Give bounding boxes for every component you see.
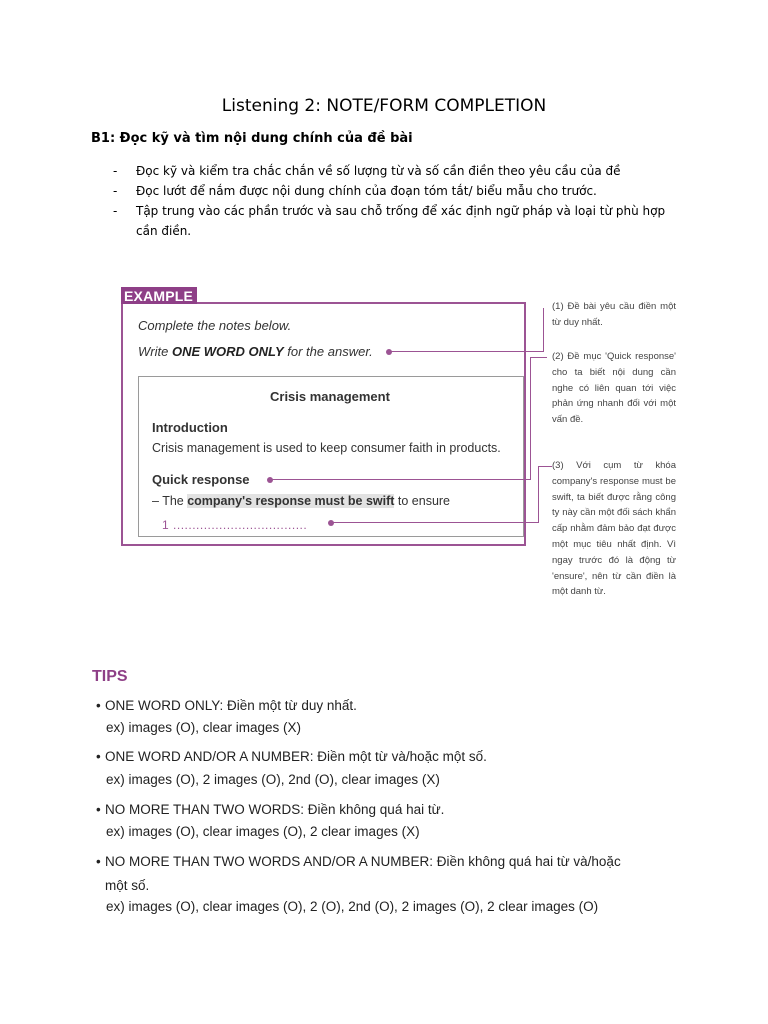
list-item	[113, 181, 673, 201]
connector-line	[543, 308, 544, 352]
bullet-dot: •	[96, 802, 101, 817]
list-marker: -	[113, 204, 118, 218]
annotation-note: (1) Đề bài yêu cầu điền một từ duy nhất.	[552, 301, 676, 328]
list-item-text: Đọc kỹ và kiểm tra chắc chắn về số lượng từ và số cần điền theo yêu cầu của đề	[136, 164, 621, 178]
blank-number: 1	[162, 518, 170, 532]
connector-dot	[386, 349, 392, 355]
instruction-list	[113, 161, 673, 241]
section-heading: B1: Đọc kỹ và tìm nội dung chính của đề bài	[91, 131, 413, 146]
notes-title: Crisis management	[270, 389, 390, 404]
word-limit-prefix: Write	[138, 344, 172, 359]
tip-rule	[96, 748, 487, 766]
list-item	[113, 161, 673, 181]
example-instruction: Complete the notes below.	[138, 318, 292, 333]
tip-example: ex) images (O), 2 images (O), 2nd (O), clear images (X)	[106, 772, 440, 787]
highlighted-keyphrase: company's response must be swift	[187, 494, 395, 508]
connector-line	[271, 479, 531, 480]
tip-rule-continuation: một số.	[105, 878, 150, 893]
tip-rule	[96, 697, 357, 715]
bullet-dot: •	[96, 698, 101, 713]
bullet-dot: •	[96, 749, 101, 764]
quick-response-heading: Quick response	[152, 472, 250, 487]
connector-line	[538, 466, 552, 467]
example-word-limit	[138, 344, 373, 359]
annotation-note: (2) Đề mục 'Quick response' cho ta biết nội dung cần nghe có liên quan tới việc phản ứng nhanh đối với một vấn đề.	[552, 351, 676, 426]
quick-prefix: – The	[152, 494, 188, 508]
list-item-text: Đọc lướt để nắm được nội dung chính của đoạn tóm tắt/ biểu mẫu cho trước.	[136, 184, 597, 198]
connector-line	[332, 522, 539, 523]
connector-line	[390, 351, 544, 352]
intro-heading: Introduction	[152, 420, 228, 435]
tip-rule-text: ONE WORD ONLY: Điền một từ duy nhất.	[105, 698, 357, 713]
tip-rule-text: NO MORE THAN TWO WORDS: Điền không quá hai từ.	[105, 802, 445, 817]
tips-tag: TIPS	[92, 668, 128, 685]
connector-line	[530, 357, 547, 358]
intro-text: Crisis management is used to keep consumer faith in products.	[152, 441, 501, 455]
example-tag: EXAMPLE	[121, 287, 197, 304]
example-frame-top	[170, 302, 526, 304]
tip-rule	[96, 853, 621, 871]
bullet-dot: •	[96, 854, 101, 869]
word-limit-suffix: for the answer.	[283, 344, 373, 359]
page-title: Listening 2: NOTE/FORM COMPLETION	[221, 96, 547, 116]
tip-rule-text: NO MORE THAN TWO WORDS AND/OR A NUMBER: Điền không quá hai từ và/hoặc	[105, 854, 621, 869]
list-marker: -	[113, 184, 118, 198]
list-item-text: Tập trung vào các phần trước và sau chỗ trống để xác định ngữ pháp và loại từ phù hợp cần điền.	[136, 204, 666, 238]
tip-rule	[96, 801, 444, 819]
connector-dot	[328, 520, 334, 526]
tip-rule-text: ONE WORD AND/OR A NUMBER: Điền một từ và/hoặc một số.	[105, 749, 487, 764]
answer-blank	[162, 518, 307, 532]
tip-example: ex) images (O), clear images (O), 2 (O), 2nd (O), 2 images (O), 2 clear images (O)	[106, 899, 599, 914]
annotation-note: (3) Với cụm từ khóa company's response must be swift, ta biết được rằng công ty này cần một đối sách khẩn cấp nhằm đảm bảo đạt được một mục tiêu nhất định. Vì ngay trước đó là động từ 'ensure', nên từ cần điền là một danh từ.	[552, 460, 676, 598]
quick-response-text	[152, 494, 450, 508]
word-limit-bold: ONE WORD ONLY	[171, 344, 284, 359]
connector-dot	[267, 477, 273, 483]
connector-line	[530, 357, 531, 480]
quick-suffix: to ensure	[394, 494, 451, 508]
tip-example: ex) images (O), clear images (O), 2 clear images (X)	[106, 824, 420, 839]
list-marker: -	[113, 164, 118, 178]
blank-line: ...................................	[173, 518, 308, 532]
connector-line	[538, 466, 539, 523]
tip-example: ex) images (O), clear images (X)	[106, 720, 302, 735]
list-item	[113, 201, 673, 241]
